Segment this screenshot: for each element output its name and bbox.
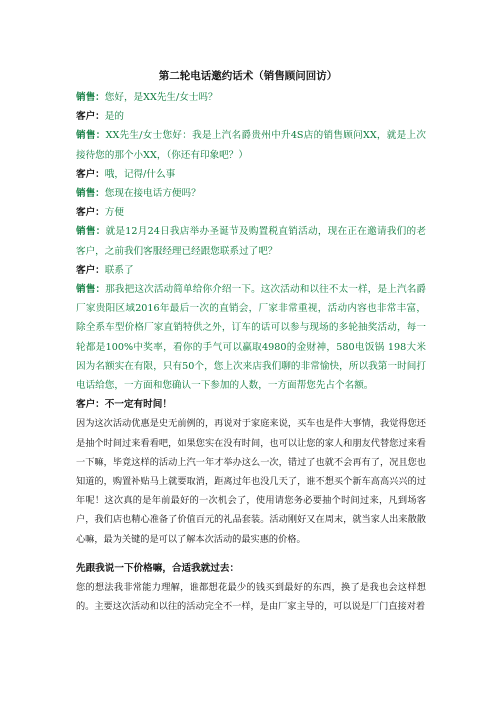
dialog-line [76, 280, 426, 395]
speaker-label: 客户： [76, 264, 105, 276]
objection-text: 不一定有时间！ [104, 399, 172, 411]
dialog-line [76, 203, 426, 222]
speaker-label: 销售： [76, 130, 106, 142]
dialog-line [76, 165, 426, 184]
line-text: 哦，记得/什么事 [104, 168, 176, 180]
dialog-line [76, 222, 426, 260]
dialog-line [76, 88, 426, 107]
line-text: 是的 [104, 111, 124, 123]
dialog-line [76, 126, 426, 164]
dialog-line [76, 107, 426, 126]
speaker-label: 销售： [76, 92, 105, 103]
document-title: 第二轮电话邀约话术（销售顾问回访） [158, 70, 338, 82]
line-text: 就是12月24日我店举办圣诞节及购置税直销活动，现在正在邀请我们的老客户，之前我们客服经理已经跟您联系过了吧？ [76, 226, 426, 257]
dialog-line [76, 184, 426, 203]
line-text: 您好，是XX先生/女士吗？ [104, 92, 218, 103]
line-text: 您现在接电话方便吗？ [104, 188, 201, 200]
section-heading: 先跟我说一下价格嘛，合适我就过去： [76, 562, 240, 574]
dialog-line [76, 261, 426, 280]
speaker-label: 客户： [76, 111, 105, 123]
speaker-label: 销售： [76, 188, 105, 200]
speaker-label: 客户： [76, 207, 105, 219]
speaker-label: 销售： [76, 284, 106, 296]
objection-line [76, 395, 426, 414]
speaker-label: 客户： [76, 399, 105, 411]
document-body [76, 88, 426, 616]
section-text: 您的想法我非常能力理解，谁都想花最少的钱买到最好的东西，换了是我也会这样想的。主要这次活动和以往的活动完全不一样，是由厂家主导的，可以说是厂门直接对着 [76, 582, 426, 613]
section-gap [76, 549, 426, 559]
objection-reply: 因为这次活动优惠是史无前例的，再说对于家庭来说，买车也是件大事情，我觉得您还是抽个时间过来看看吧，如果您实在没有时间，也可以让您的家人和朋友代替您过来看一下嘛，毕竟这样的活动上汽一年才举办这么一次，错过了也就不会再有了，况且您也知道的，购置补贴马上就要取消，距离过年也没几天了，谁不想买个新车高高兴兴的过年呢！这次真的是年前最好的一次机会了，使用请您务必要抽个时间过来，凡到场客户，我们店也精心准备了价值百元的礼品套装。活动刚好又在周末，就当家人出来散散心嘛，最为关键的是可以了解本次活动的最实惠的价格。 [76, 418, 426, 545]
line-text: 联系了 [104, 264, 134, 276]
line-text: 那我把这次活动简单给你介绍一下。这次活动和以往不太一样，是上汽名爵厂家贵阳区域2016年最后一次的直销会，厂家非常重视，活动内容也非常丰富，除全系车型价格厂家直销特供之外，订车的话可以参与现场的多轮抽奖活动，每一轮都是100%中奖率，看你的手气可以赢取4980的金财神，580电饭锅 198大米因为名额实在有限，只有50个，您上次来店我们聊的非常愉快，所以我第一时间打电话给您，一方面和您确认一下参加的人数，一方面帮您先占个名额。 [76, 284, 427, 392]
speaker-label: 销售： [76, 226, 106, 238]
line-text: XX先生/女士您好：我是上汽名爵贵州中升4S店的销售顾问XX，就是上次接待您的那个小XX，（你还有印象吧？） [76, 130, 426, 161]
speaker-label: 客户： [76, 168, 105, 180]
line-text: 方便 [104, 207, 124, 219]
